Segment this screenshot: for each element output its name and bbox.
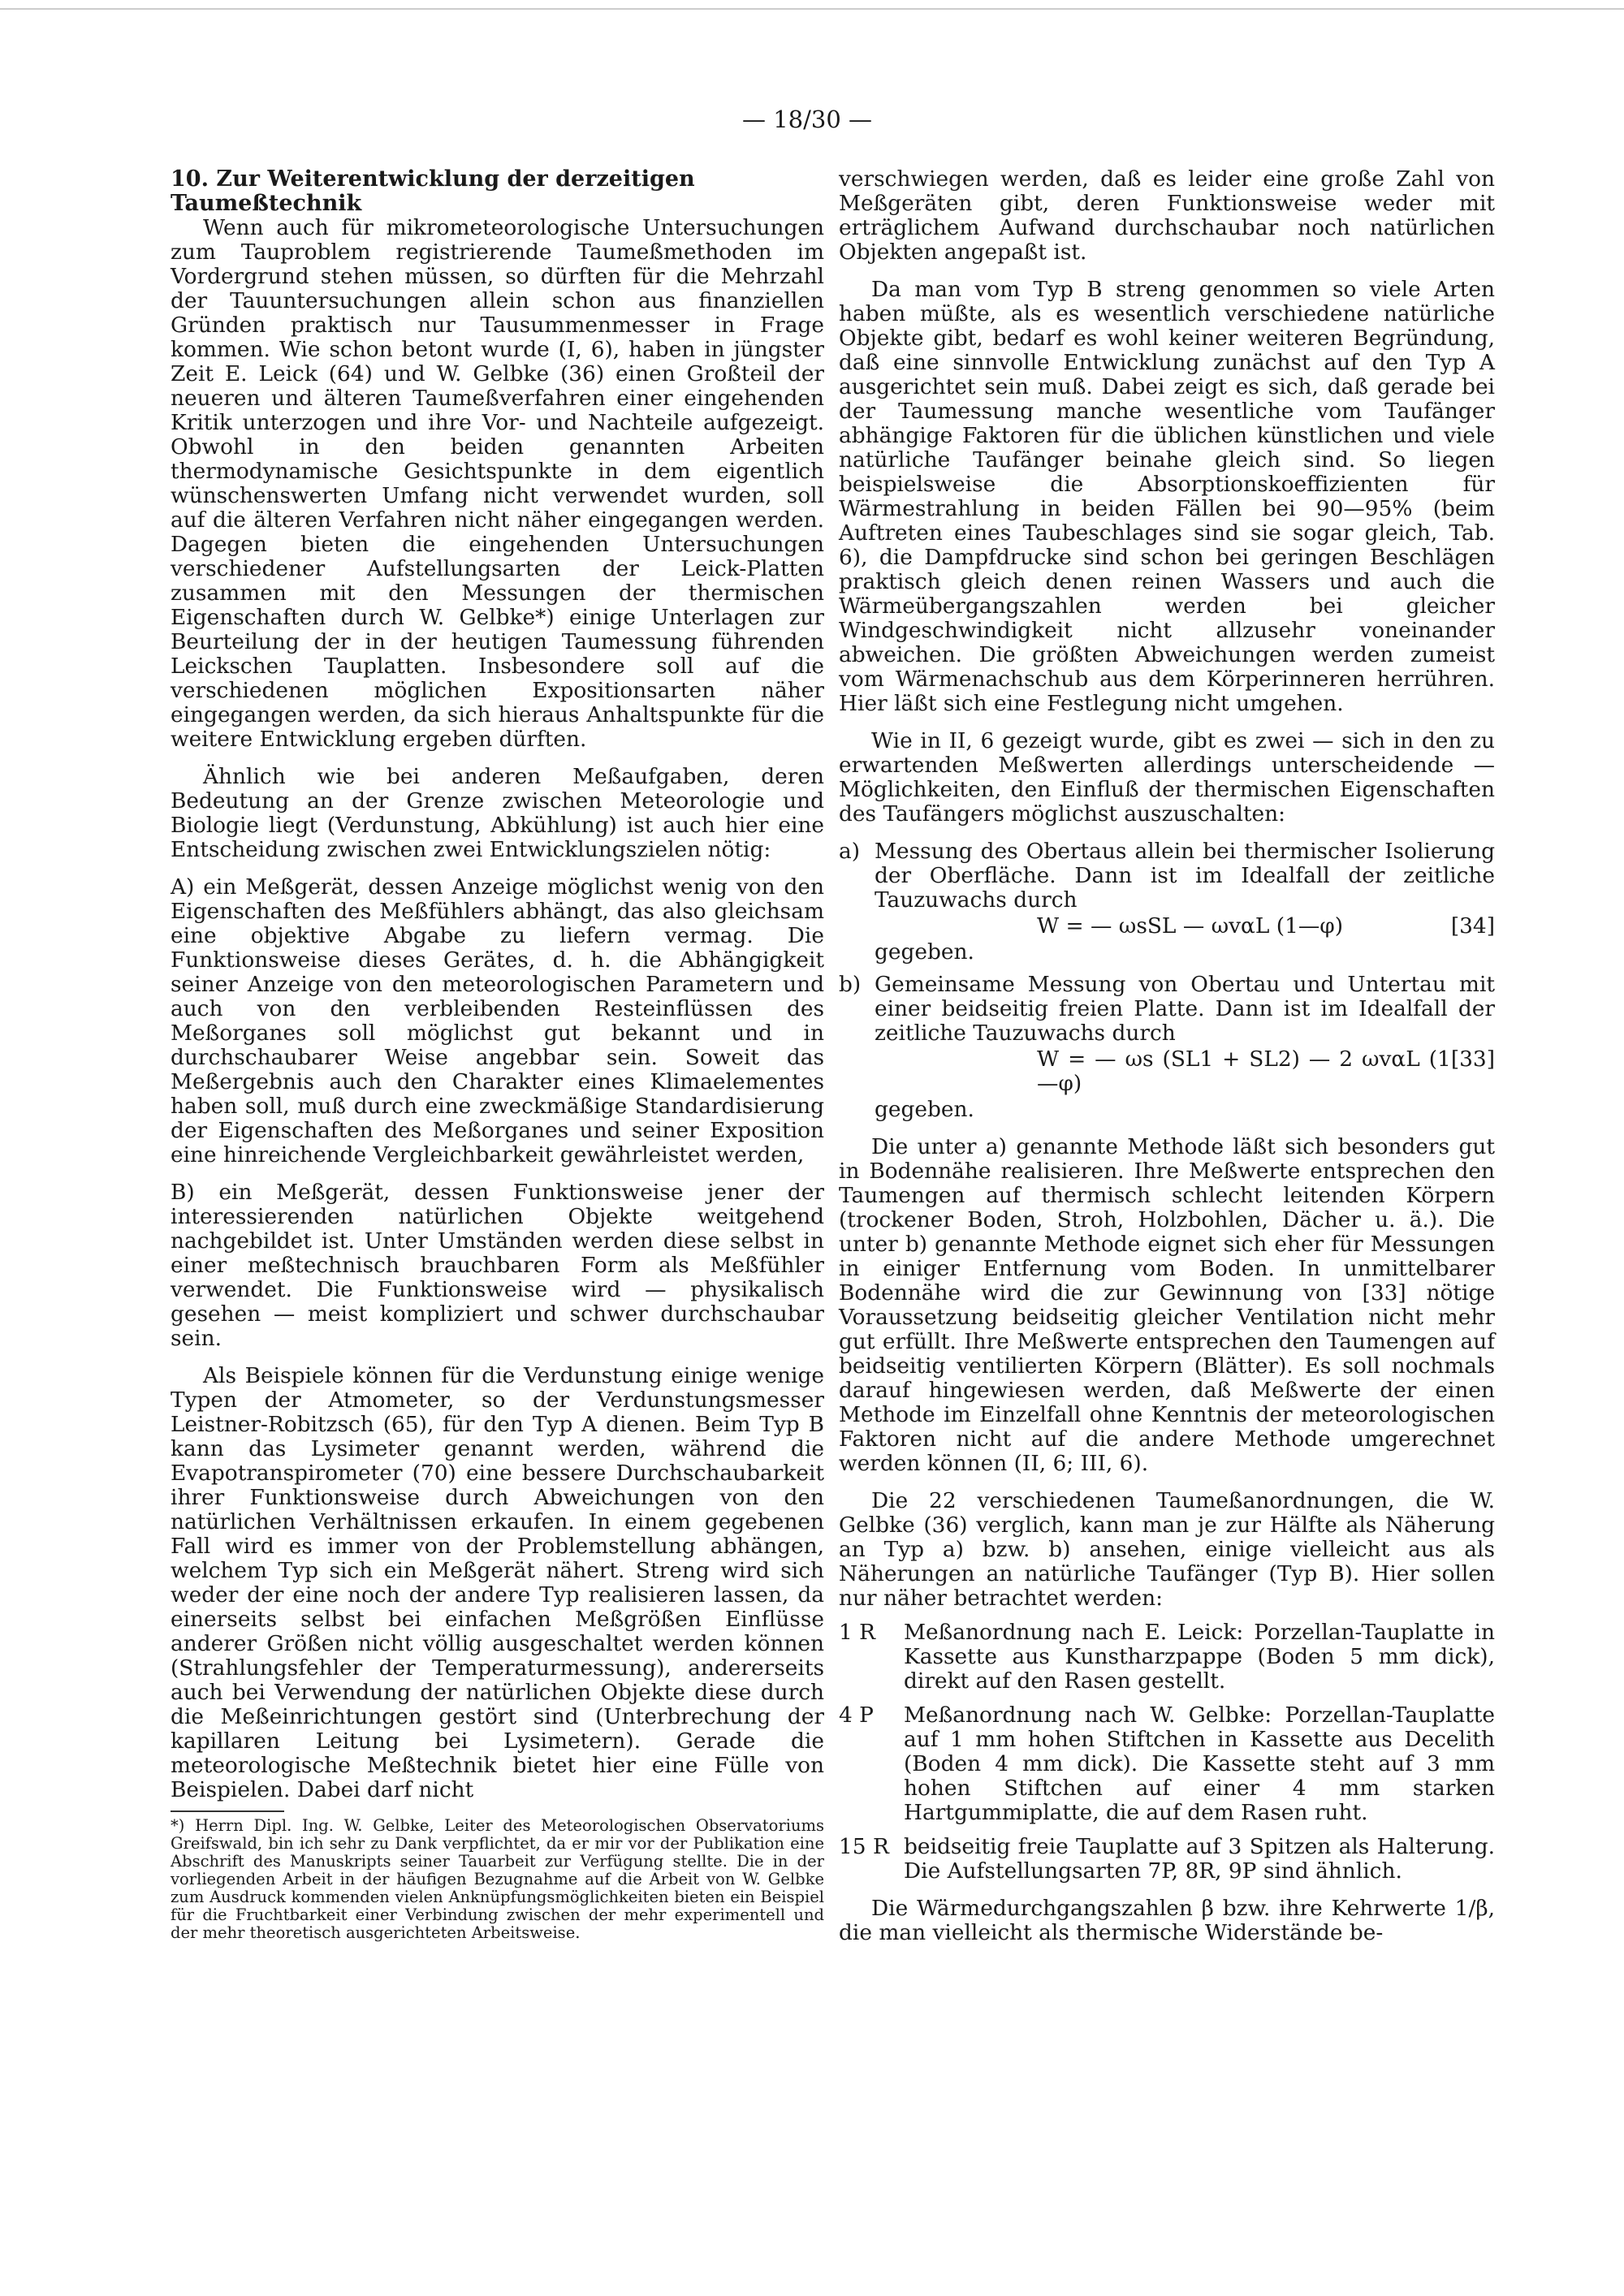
formula-given: gegeben.: [875, 1097, 974, 1122]
item-code: 1 R: [839, 1620, 876, 1645]
case-b-text: Gemeinsame Messung von Obertau und Untertau mit einer beidseitig freien Platte. Dann ist im Idealfall der zeitliche Tauzuwachs durch: [875, 972, 1495, 1046]
page-number: — 18/30 —: [742, 106, 873, 133]
formula-expression: W = — ωsSL — ωvαL (1—φ): [1037, 913, 1344, 939]
case-a-label: a): [839, 839, 861, 864]
paragraph: Die 22 verschiedenen Taumeßanordnungen, die W. Gelbke (36) verglich, kann man je zur Hälfte als Näherung an Typ a) bzw. b) ansehen, einige vielleicht aus als Näherungen an natürliche Taufänger (Typ B). Hier sollen nur näher betrachtet werden:: [839, 1488, 1495, 1611]
section-heading: 10. Zur Weiterentwicklung der derzeitigen Taumeßtechnik: [171, 166, 695, 216]
paragraph: Da man vom Typ B streng genommen so viele Arten haben müßte, als es wesentlich verschiedene natürliche Objekte gibt, bedarf es wohl keiner weiteren Begründung, daß eine sinnvolle Entwicklung zunächst auf den Typ A ausgerichtet sein muß. Dabei zeigt es sich, daß gerade bei der Taumessung manche wesentliche vom Taufänger abhängige Faktoren für die üblichen künstlichen und viele natürliche Taufänger beinahe gleich sind. So liegen beispielsweise die Absorptionskoeffizienten für Wärmestrahlung in beiden Fällen bei 90—95% (beim Auftreten eines Taubeschlages sind sie sogar gleich, Tab. 6), die Dampfdrucke sind schon bei geringen Beschlägen praktisch gleich denen reinen Wassers und auch die Wärmeübergangszahlen werden bei gleicher Windgeschwindigkeit nicht allzusehr voneinander abweichen. Die größten Abweichungen werden zumeist vom Wärmenachschub aus dem Körperinneren herrühren. Hier läßt sich eine Festlegung nicht umgehen.: [839, 277, 1495, 716]
list-item: [839, 1621, 1495, 1694]
footnote-divider: [171, 1810, 284, 1812]
formula-34: [875, 914, 1495, 939]
formula-number: [33]: [1450, 1047, 1495, 1072]
paragraph: Als Beispiele können für die Verdunstung einige wenige Typen der Atmometer, so der Verdunstungsmesser Leistner-Robitzsch (65), für den Typ A dienen. Beim Typ B kann das Lysimeter genannt werden, während die Evapotranspirometer (70) eine bessere Durchschaubarkeit ihrer Funktionsweise durch Abweichungen von den natürlichen Verhältnissen erkaufen. In einem gegebenen Fall wird es immer von der Problemstellung abhängen, welchem Typ sich ein Meßgerät nähert. Streng wird sich weder der eine noch der andere Typ realisieren lassen, da einerseits selbst bei einfachen Meßgrößen Einflüsse anderer Größen nicht völlig ausgeschaltet werden können (Strahlungsfehler der Temperaturmessung), andererseits auch bei Verwendung der natürlichen Objekte diese durch die Meßeinrichtungen gestört sind (Unterbrechung der kapillaren Leitung bei Lysimetern). Gerade die meteorologische Meßtechnik bietet hier eine Fülle von Beispielen. Dabei darf nicht: [171, 1363, 824, 1802]
case-b-label: b): [839, 972, 862, 997]
paragraph: Wenn auch für mikrometeorologische Untersuchungen zum Tauproblem registrierende Taumeßmethoden im Vordergrund stehen müssen, so dürften für die Mehrzahl der Tauuntersuchungen allein schon aus finanziellen Gründen praktisch nur Tausummenmesser in Frage kommen. Wie schon betont wurde (I, 6), haben in jüngster Zeit E. Leick (64) und W. Gelbke (36) einen Großteil der neueren und älteren Taumeßverfahren einer eingehenden Kritik unterzogen und ihre Vor- und Nachteile aufgezeigt. Obwohl in den beiden genannten Arbeiten thermodynamische Gesichtspunkte in dem eigentlich wünschenswerten Umfang nicht verwendet wurden, soll auf die älteren Verfahren nicht näher eingegangen werden. Dagegen bieten die eingehenden Untersuchungen verschiedener Aufstellungsarten der Leick-Platten zusammen mit den Messungen der thermischen Eigenschaften durch W. Gelbke*) einige Unterlagen zur Beurteilung der in der heutigen Taumessung führenden Leickschen Tauplatten. Insbesondere soll auf die verschiedenen möglichen Expositionsarten näher eingegangen werden, da sich hieraus Anhaltspunkte für die weitere Entwicklung ergeben dürften.: [171, 215, 824, 752]
formula-expression: W = — ωs (SL1 + SL2) — 2 ωvαL (1—φ): [1037, 1047, 1451, 1096]
paragraph-type-b: B) ein Meßgerät, dessen Funktionsweise jener der interessierenden natürlichen Objekte weitgehend nachgebildet ist. Unter Umständen werden diese selbst in einer meßtechnisch brauchbaren Form als Meßfühler verwendet. Die Funktionsweise wird — physikalisch gesehen — meist kompliziert und schwer durchschaubar sein.: [171, 1180, 824, 1351]
item-text: beidseitig freie Tauplatte auf 3 Spitzen als Halterung. Die Aufstellungsarten 7P, 8R, 9P sind ähnlich.: [904, 1834, 1495, 1884]
paragraph: Die Wärmedurchgangszahlen β bzw. ihre Kehrwerte 1/β, die man vielleicht als thermische Widerstände be-: [839, 1896, 1495, 1945]
case-a: [839, 839, 1495, 965]
paragraph: Ähnlich wie bei anderen Meßaufgaben, deren Bedeutung an der Grenze zwischen Meteorologie und Biologie liegt (Verdunstung, Abkühlung) ist auch hier eine Entscheidung zwischen zwei Entwicklungszielen nötig:: [171, 764, 824, 862]
formula-33: [875, 1047, 1495, 1096]
item-text: Meßanordnung nach E. Leick: Porzellan-Tauplatte in Kassette aus Kunstharzpappe (Boden 5 mm dick), direkt auf den Rasen gestellt.: [904, 1620, 1495, 1694]
item-text: Meßanordnung nach W. Gelbke: Porzellan-Tauplatte auf 1 mm hohen Stiftchen in Kassette aus Decelith (Boden 4 mm dick). Die Kassette steht auf 3 mm hohen Stiftchen auf einer 4 mm starken Hartgummiplatte, die auf dem Rasen ruht.: [904, 1703, 1495, 1825]
scan-top-edge: [0, 8, 1624, 10]
paragraph: verschwiegen werden, daß es leider eine große Zahl von Meßgeräten gibt, deren Funktionsweise weder mit erträglichem Aufwand durchschaubar noch natürlichen Objekten angepaßt ist.: [839, 166, 1495, 265]
footnote: *) Herrn Dipl. Ing. W. Gelbke, Leiter des Meteorologischen Observatoriums Greifswald, bin ich sehr zu Dank verpflichtet, da er mir vor der Publikation eine Abschrift des Manuskripts seiner Tauarbeit zur Verfügung stellte. Die in der vorliegenden Arbeit in der häufigen Bezugnahme auf die Arbeit von W. Gelbke zum Ausdruck kommenden vielen Anknüpfungsmöglichkeiten bieten ein Beispiel für die Fruchtbarkeit einer Verbindung zwischen der mehr experimentell und der mehr theoretisch ausgerichteten Arbeitsweise.: [171, 1816, 824, 1942]
paragraph: Wie in II, 6 gezeigt wurde, gibt es zwei — sich in den zu erwartenden Meßwerten allerdings unterscheidende — Möglichkeiten, den Einfluß der thermischen Eigenschaften des Taufängers möglichst auszuschalten:: [839, 728, 1495, 826]
paragraph-type-a: A) ein Meßgerät, dessen Anzeige möglichst wenig von den Eigenschaften des Meßfühlers abhängt, das also gleichsam eine objektive Abgabe zu liefern vermag. Die Funktionsweise dieses Gerätes, d. h. die Abhängigkeit seiner Anzeige von den meteorologischen Parametern und auch von den verbleibenden Resteinflüssen des Meßorganes soll möglichst gut bekannt und in durchschaubarer Weise angebbar sein. Soweit das Meßergebnis auch den Charakter eines Klimaelementes haben soll, muß durch eine zweckmäßige Standardisierung der Eigenschaften des Meßorganes und seiner Exposition eine hinreichende Vergleichbarkeit gewährleistet werden,: [171, 874, 824, 1167]
paragraph: Die unter a) genannte Methode läßt sich besonders gut in Bodennähe realisieren. Ihre Meßwerte entsprechen den Taumengen auf thermisch schlecht leitenden Körpern (trockener Boden, Stroh, Holzbohlen, Dächer u. ä.). Die unter b) genannte Methode eignet sich eher für Messungen in einiger Entfernung vom Boden. In unmittelbarer Bodennähe wird die zur Gewinnung von [33] nötige Voraussetzung beidseitig gleicher Ventilation nicht mehr gut erfüllt. Ihre Meßwerte entsprechen den Taumengen auf beidseitig ventilierten Körpern (Blätter). Es soll nochmals darauf hingewiesen werden, daß Meßwerte der einen Methode im Einzelfall ohne Kenntnis der meteorologischen Faktoren nicht auf die andere Methode umgerechnet werden können (II, 6; III, 6).: [839, 1134, 1495, 1476]
case-a-text: Messung des Obertaus allein bei thermischer Isolierung der Oberfläche. Dann ist im Idealfall der zeitliche Tauzuwachs durch: [875, 839, 1495, 913]
case-b: [839, 973, 1495, 1122]
left-column: [171, 167, 824, 1942]
item-code: 15 R: [839, 1834, 889, 1859]
item-code: 4 P: [839, 1703, 874, 1728]
formula-given: gegeben.: [875, 939, 974, 965]
list-item: [839, 1835, 1495, 1884]
list-item: [839, 1703, 1495, 1825]
right-column: [839, 167, 1495, 1945]
formula-number: [34]: [1450, 913, 1495, 939]
